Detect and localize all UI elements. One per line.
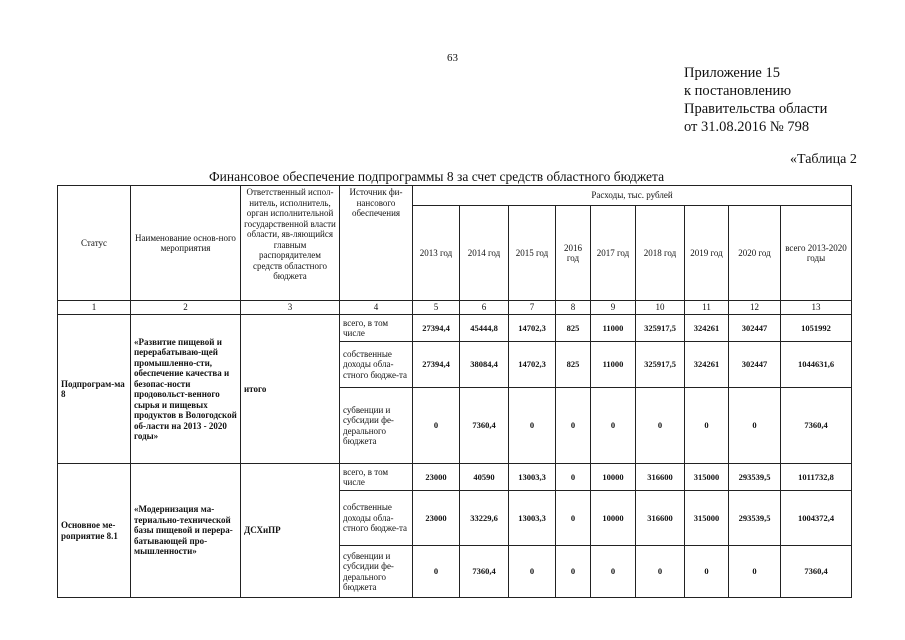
value-cell: 7360,4: [781, 388, 852, 464]
status-cell: Подпрограм-ма 8: [58, 315, 131, 464]
financing-table: [57, 185, 852, 598]
source-cell: собственные доходы обла-стного бюдже-та: [340, 491, 413, 546]
appendix-line: Приложение 15: [684, 65, 780, 81]
column-number: 4: [340, 301, 413, 315]
value-cell: 7360,4: [781, 546, 852, 598]
value-cell: 38084,4: [460, 342, 509, 388]
header-expenses: Расходы, тыс. рублей: [413, 186, 852, 206]
column-number: 8: [556, 301, 591, 315]
appendix-line: к постановлению: [684, 83, 792, 99]
table-title: Финансовое обеспечение подпрограммы 8 за счет средств областного бюджета: [209, 169, 665, 184]
header-responsible: Ответственный испол-нитель, исполнитель, орган исполнительной государственной власти области, яв-ляющийся главным распорядителем средств областного бюджета: [241, 186, 340, 301]
value-cell: 27394,4: [413, 315, 460, 342]
column-number: 3: [241, 301, 340, 315]
column-number: 6: [460, 301, 509, 315]
value-cell: 27394,4: [413, 342, 460, 388]
value-cell: 315000: [685, 464, 729, 491]
value-cell: 14702,3: [509, 342, 556, 388]
value-cell: 1011732,8: [781, 464, 852, 491]
measure-name-cell: «Развитие пищевой и перерабатываю-щей промышленно-сти, обеспечение качества и безопас-ности продовольст-венного сырья и пищевых продуктов в Вологодской об-ласти на 2013 - 2020 годы»: [131, 315, 241, 464]
source-cell: всего, в том числе: [340, 315, 413, 342]
value-cell: 1051992: [781, 315, 852, 342]
column-number: 9: [591, 301, 636, 315]
column-number: 13: [781, 301, 852, 315]
header-year: 2017 год: [591, 206, 636, 301]
value-cell: 0: [556, 464, 591, 491]
column-number: 11: [685, 301, 729, 315]
value-cell: 324261: [685, 342, 729, 388]
column-number: 1: [58, 301, 131, 315]
header-year: 2019 год: [685, 206, 729, 301]
value-cell: 0: [509, 546, 556, 598]
value-cell: 293539,5: [729, 464, 781, 491]
header-year: 2018 год: [636, 206, 685, 301]
value-cell: 0: [556, 388, 591, 464]
value-cell: 302447: [729, 342, 781, 388]
status-cell: Основное ме-роприятие 8.1: [58, 464, 131, 598]
value-cell: 0: [556, 546, 591, 598]
value-cell: 316600: [636, 464, 685, 491]
responsible-cell: итого: [241, 315, 340, 464]
column-number-row: [58, 301, 852, 315]
value-cell: 11000: [591, 342, 636, 388]
column-number: 10: [636, 301, 685, 315]
header-year: 2015 год: [509, 206, 556, 301]
source-cell: субвенции и субсидии фе-дерального бюджета: [340, 388, 413, 464]
value-cell: 0: [509, 388, 556, 464]
header-name: Наименование основ-ного мероприятия: [131, 186, 241, 301]
table-row: [58, 464, 852, 491]
value-cell: 0: [413, 388, 460, 464]
page-number: 63: [447, 52, 458, 64]
value-cell: 315000: [685, 491, 729, 546]
header-year: 2020 год: [729, 206, 781, 301]
value-cell: 33229,6: [460, 491, 509, 546]
column-number: 7: [509, 301, 556, 315]
value-cell: 302447: [729, 315, 781, 342]
value-cell: 0: [636, 546, 685, 598]
value-cell: 40590: [460, 464, 509, 491]
value-cell: 0: [685, 546, 729, 598]
column-number: 5: [413, 301, 460, 315]
value-cell: 316600: [636, 491, 685, 546]
appendix-line: от 31.08.2016 № 798: [684, 119, 810, 135]
value-cell: 45444,8: [460, 315, 509, 342]
value-cell: 13003,3: [509, 491, 556, 546]
value-cell: 0: [556, 491, 591, 546]
value-cell: 13003,3: [509, 464, 556, 491]
appendix-block: [684, 64, 827, 136]
value-cell: 0: [729, 546, 781, 598]
value-cell: 23000: [413, 464, 460, 491]
measure-name-cell: «Модернизация ма-териально-технической базы пищевой и перера-батывающей про-мышленности»: [131, 464, 241, 598]
table-label: «Таблица 2: [790, 152, 857, 167]
header-source: Источник фи-нансового обеспечения: [340, 186, 413, 301]
value-cell: 1004372,4: [781, 491, 852, 546]
value-cell: 14702,3: [509, 315, 556, 342]
value-cell: 23000: [413, 491, 460, 546]
value-cell: 7360,4: [460, 388, 509, 464]
value-cell: 10000: [591, 464, 636, 491]
value-cell: 325917,5: [636, 315, 685, 342]
table-row: [58, 315, 852, 342]
header-year: 2016 год: [556, 206, 591, 301]
value-cell: 0: [413, 546, 460, 598]
value-cell: 0: [636, 388, 685, 464]
value-cell: 10000: [591, 491, 636, 546]
responsible-cell: ДСХиПР: [241, 464, 340, 598]
value-cell: 0: [685, 388, 729, 464]
value-cell: 325917,5: [636, 342, 685, 388]
value-cell: 825: [556, 342, 591, 388]
source-cell: собственные доходы обла-стного бюдже-та: [340, 342, 413, 388]
column-number: 2: [131, 301, 241, 315]
value-cell: 293539,5: [729, 491, 781, 546]
value-cell: 7360,4: [460, 546, 509, 598]
value-cell: 324261: [685, 315, 729, 342]
value-cell: 11000: [591, 315, 636, 342]
value-cell: 0: [591, 546, 636, 598]
value-cell: 1044631,6: [781, 342, 852, 388]
value-cell: 0: [591, 388, 636, 464]
source-cell: всего, в том числе: [340, 464, 413, 491]
value-cell: 0: [729, 388, 781, 464]
column-number: 12: [729, 301, 781, 315]
header-status: Статус: [58, 186, 131, 301]
header-year: 2013 год: [413, 206, 460, 301]
header-year: 2014 год: [460, 206, 509, 301]
value-cell: 825: [556, 315, 591, 342]
header-total: всего 2013-2020 годы: [781, 206, 852, 301]
appendix-line: Правительства области: [684, 101, 828, 117]
source-cell: субвенции и субсидии фе-дерального бюджета: [340, 546, 413, 598]
